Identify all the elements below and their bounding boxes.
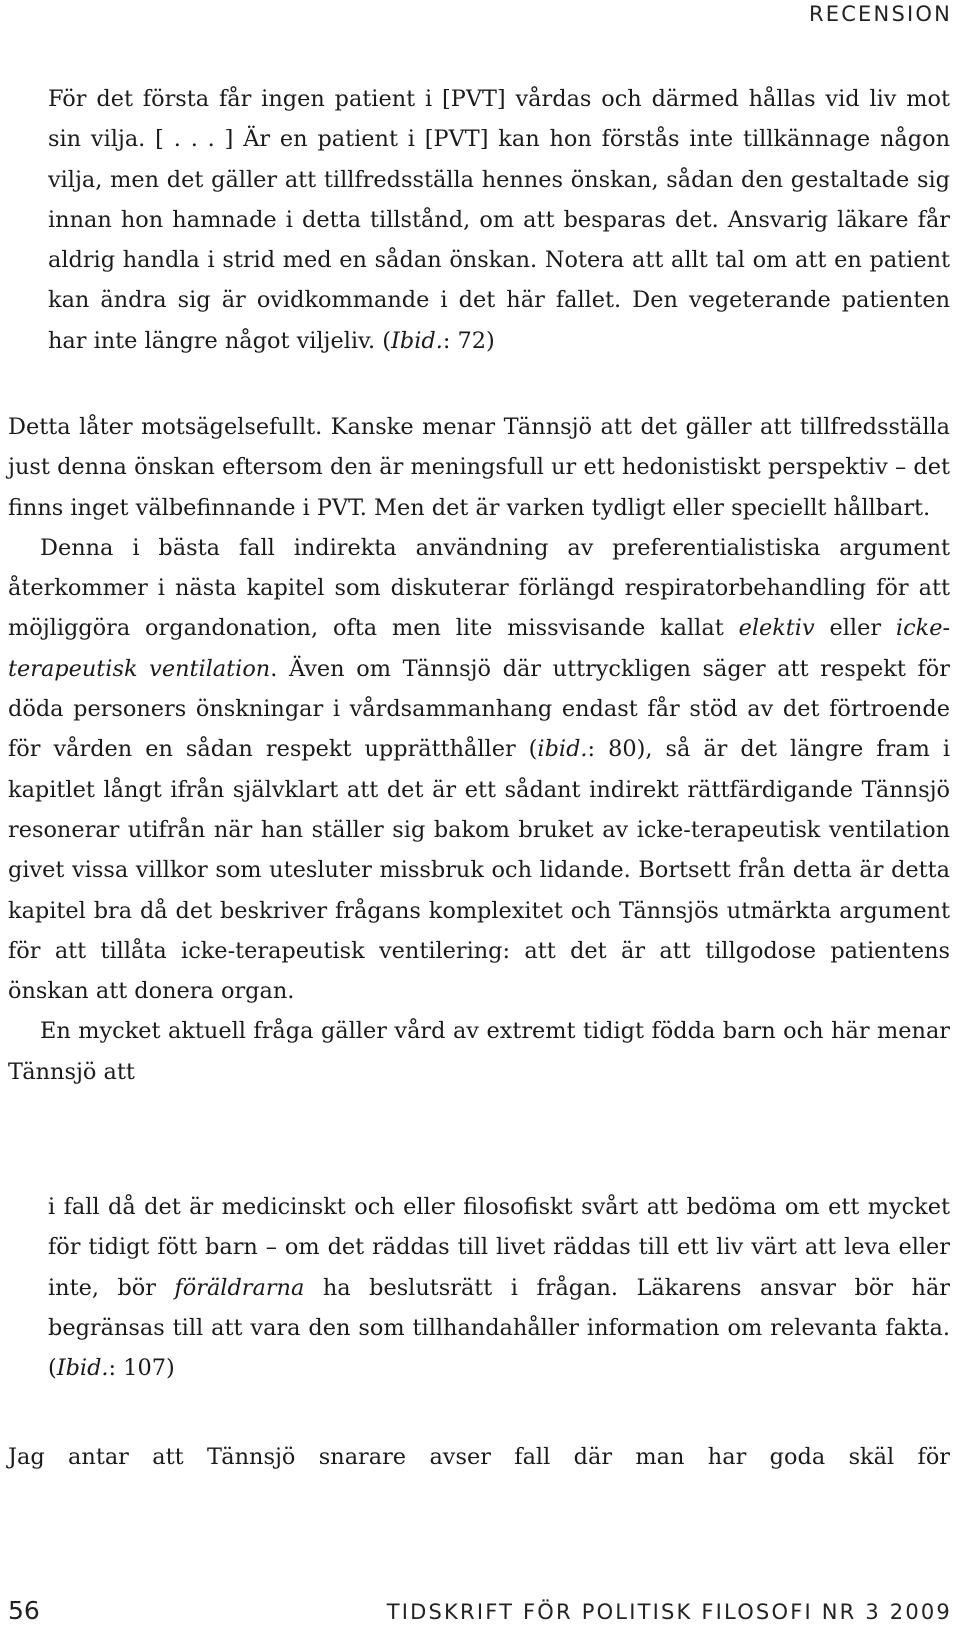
quote-2-citation-rest: : 107) [108, 1355, 175, 1382]
paragraph-2-part-c: . Även om Tännsjö där uttryckligen säger att respekt för döda personers önskningar i vårdsammanhang endast får stöd av det förtroende för vården en sådan respekt upprätthåller ( [8, 655, 950, 763]
body-text-2: Jag antar att Tännsjö snarare avser fall där man har goda skäl för [8, 1444, 950, 1470]
paragraph-2-italic-ibid: ibid. [537, 736, 588, 763]
paragraph-2-part-b: eller [814, 615, 896, 642]
quote-2-part-a: i fall då det är medicinskt och eller filosofiskt svårt att bedöma om ett mycket för tidigt fött barn – om det räddas till livet räddas till ett liv värt att leva eller inte, bör [48, 1194, 950, 1301]
quote-1-citation-italic: Ibid. [391, 327, 443, 354]
paragraph-1: Detta låter motsägelsefullt. Kanske menar Tännsjö att det gäller att tillfredsställa just denna önskan eftersom den är meningsfull ur ett hedonistiskt perspektiv – det finns inget välbefinnande i PVT. Men det är varken tydligt eller speciellt hållbart. [8, 414, 950, 521]
quote-1-text: För det första får ingen patient i [PVT] vårdas och därmed hållas vid liv mot sin vilja. [ . . . ] Är en patient i [PVT] kan hon förstås inte tillkännage någon vilja, men det gäller att tillfredsställa hennes önskan, sådan den gestaltade sig innan hon hamnade i detta tillstånd, om att besparas det. Ansvarig läkare får aldrig handla i strid med en sådan önskan. Notera att allt tal om att en patient kan ändra sig är ovidkommande i det här fallet. Den vegeterande patienten har inte längre något viljeliv. ( [48, 86, 950, 354]
quote-2-part-b: ha beslutsrätt i frågan. Läkarens ansvar bör här begränsas till att vara den som tillhandahåller information om relevanta fakta. ( [48, 1274, 951, 1382]
page-number: 56 [8, 1596, 40, 1625]
paragraph-3: En mycket aktuell fråga gäller vård av extremt tidigt födda barn och här menar Tännsjö att [8, 1018, 950, 1085]
block-quote-1 [48, 79, 950, 361]
paragraph-2-part-a: Denna i bästa fall indirekta användning av preferentialistiska argument återkommer i nästa kapitel som diskuterar förlängd respiratorbehandling för att möjliggöra organdonation, ofta men lite missvisande kallat [8, 534, 950, 642]
quote-1-citation-rest: : 72) [442, 327, 495, 354]
paragraph-2 [8, 528, 950, 1012]
quote-2-citation-italic: Ibid. [56, 1355, 109, 1382]
paragraph-2-italic-elektiv: elektiv [738, 615, 815, 642]
running-head: RECENSION [808, 2, 952, 26]
paragraph-2-part-d: : 80), så är det längre fram i kapitlet långt ifrån självklart att det är ett sådant indirekt rättfärdigande Tännsjö resonerar utifrån när han ställer sig bakom bruket av icke-terapeutisk ventilation givet vissa villkor som utesluter missbruk och lidande. Bortsett från detta är detta kapitel bra då det beskriver frågans komplexitet och Tännsjös utmärkta argument för att tillåta icke-terapeutisk ventilering: att det är att tillgodose patientens önskan att donera organ. [8, 736, 950, 1005]
body-text-1 [8, 407, 950, 1092]
quote-2-italic-foraldrarna: föräldrarna [174, 1274, 305, 1301]
block-quote-2 [48, 1187, 950, 1388]
journal-footer: TIDSKRIFT FÖR POLITISK FILOSOFI NR 3 2009 [386, 1600, 952, 1624]
paragraph-2-italic-ventilation: icke-terapeutisk ventilation [8, 615, 951, 682]
